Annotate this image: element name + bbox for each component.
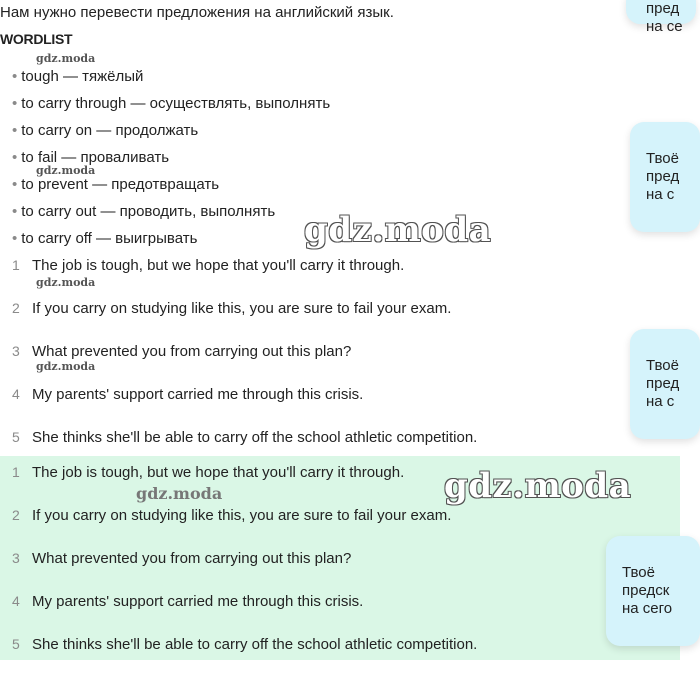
sentence-row: 4 My parents' support carried me through this crisis. — [12, 386, 364, 403]
sentence-row: 2 If you carry on studying like this, you are sure to fail your exam. — [12, 300, 452, 317]
answer-row: 1 The job is tough, but we hope that you'll carry it through. — [12, 464, 405, 481]
hint-bubble[interactable]: Твоё предск на сего — [606, 536, 700, 646]
answer-row: 2 If you carry on studying like this, you are sure to fail your exam. — [12, 507, 452, 524]
bullet-icon: • — [12, 203, 18, 220]
watermark: gdz.moda — [136, 484, 223, 503]
bullet-icon: • — [12, 122, 18, 139]
wordlist-item: • to carry through — осуществлять, выполнять — [12, 95, 331, 112]
wordlist-item: • tough — тяжёлый — [12, 68, 144, 85]
hint-bubble[interactable]: пред на се — [626, 0, 696, 24]
sentence-row: 5 She thinks she'll be able to carry off the school athletic competition. — [12, 429, 478, 446]
watermark: gdz.moda — [36, 360, 96, 373]
watermark: gdz.moda — [36, 276, 96, 289]
bullet-icon: • — [12, 176, 18, 193]
answer-row: 3 What prevented you from carrying out this plan? — [12, 550, 352, 567]
wordlist-item: • to prevent — предотвращать — [12, 176, 220, 193]
wordlist-item: • to carry out — проводить, выполнять — [12, 203, 276, 220]
bullet-icon: • — [12, 68, 18, 85]
hint-bubble[interactable]: Твоё пред на с — [630, 329, 700, 439]
answer-row: 4 My parents' support carried me through this crisis. — [12, 593, 364, 610]
sentence-row: 3 What prevented you from carrying out this plan? — [12, 343, 352, 360]
bullet-icon: • — [12, 230, 18, 247]
task-text: Нам нужно перевести предложения на английский язык. — [0, 4, 394, 21]
watermark: gdz.moda — [36, 164, 96, 177]
wordlist-item: • to carry off — выигрывать — [12, 230, 198, 247]
bullet-icon: • — [12, 149, 18, 166]
hint-bubble[interactable]: Твоё пред на с — [630, 122, 700, 232]
watermark: gdz.moda — [304, 210, 492, 250]
sentence-row: 1 The job is tough, but we hope that you'll carry it through. — [12, 257, 405, 274]
watermark: gdz.moda — [36, 52, 96, 65]
bullet-icon: • — [12, 95, 18, 112]
wordlist-item: • to fail — проваливать — [12, 149, 170, 166]
answer-row: 5 She thinks she'll be able to carry off the school athletic competition. — [12, 636, 478, 653]
watermark: gdz.moda — [444, 466, 632, 506]
wordlist-title: WORDLIST — [0, 31, 73, 47]
wordlist-item: • to carry on — продолжать — [12, 122, 199, 139]
